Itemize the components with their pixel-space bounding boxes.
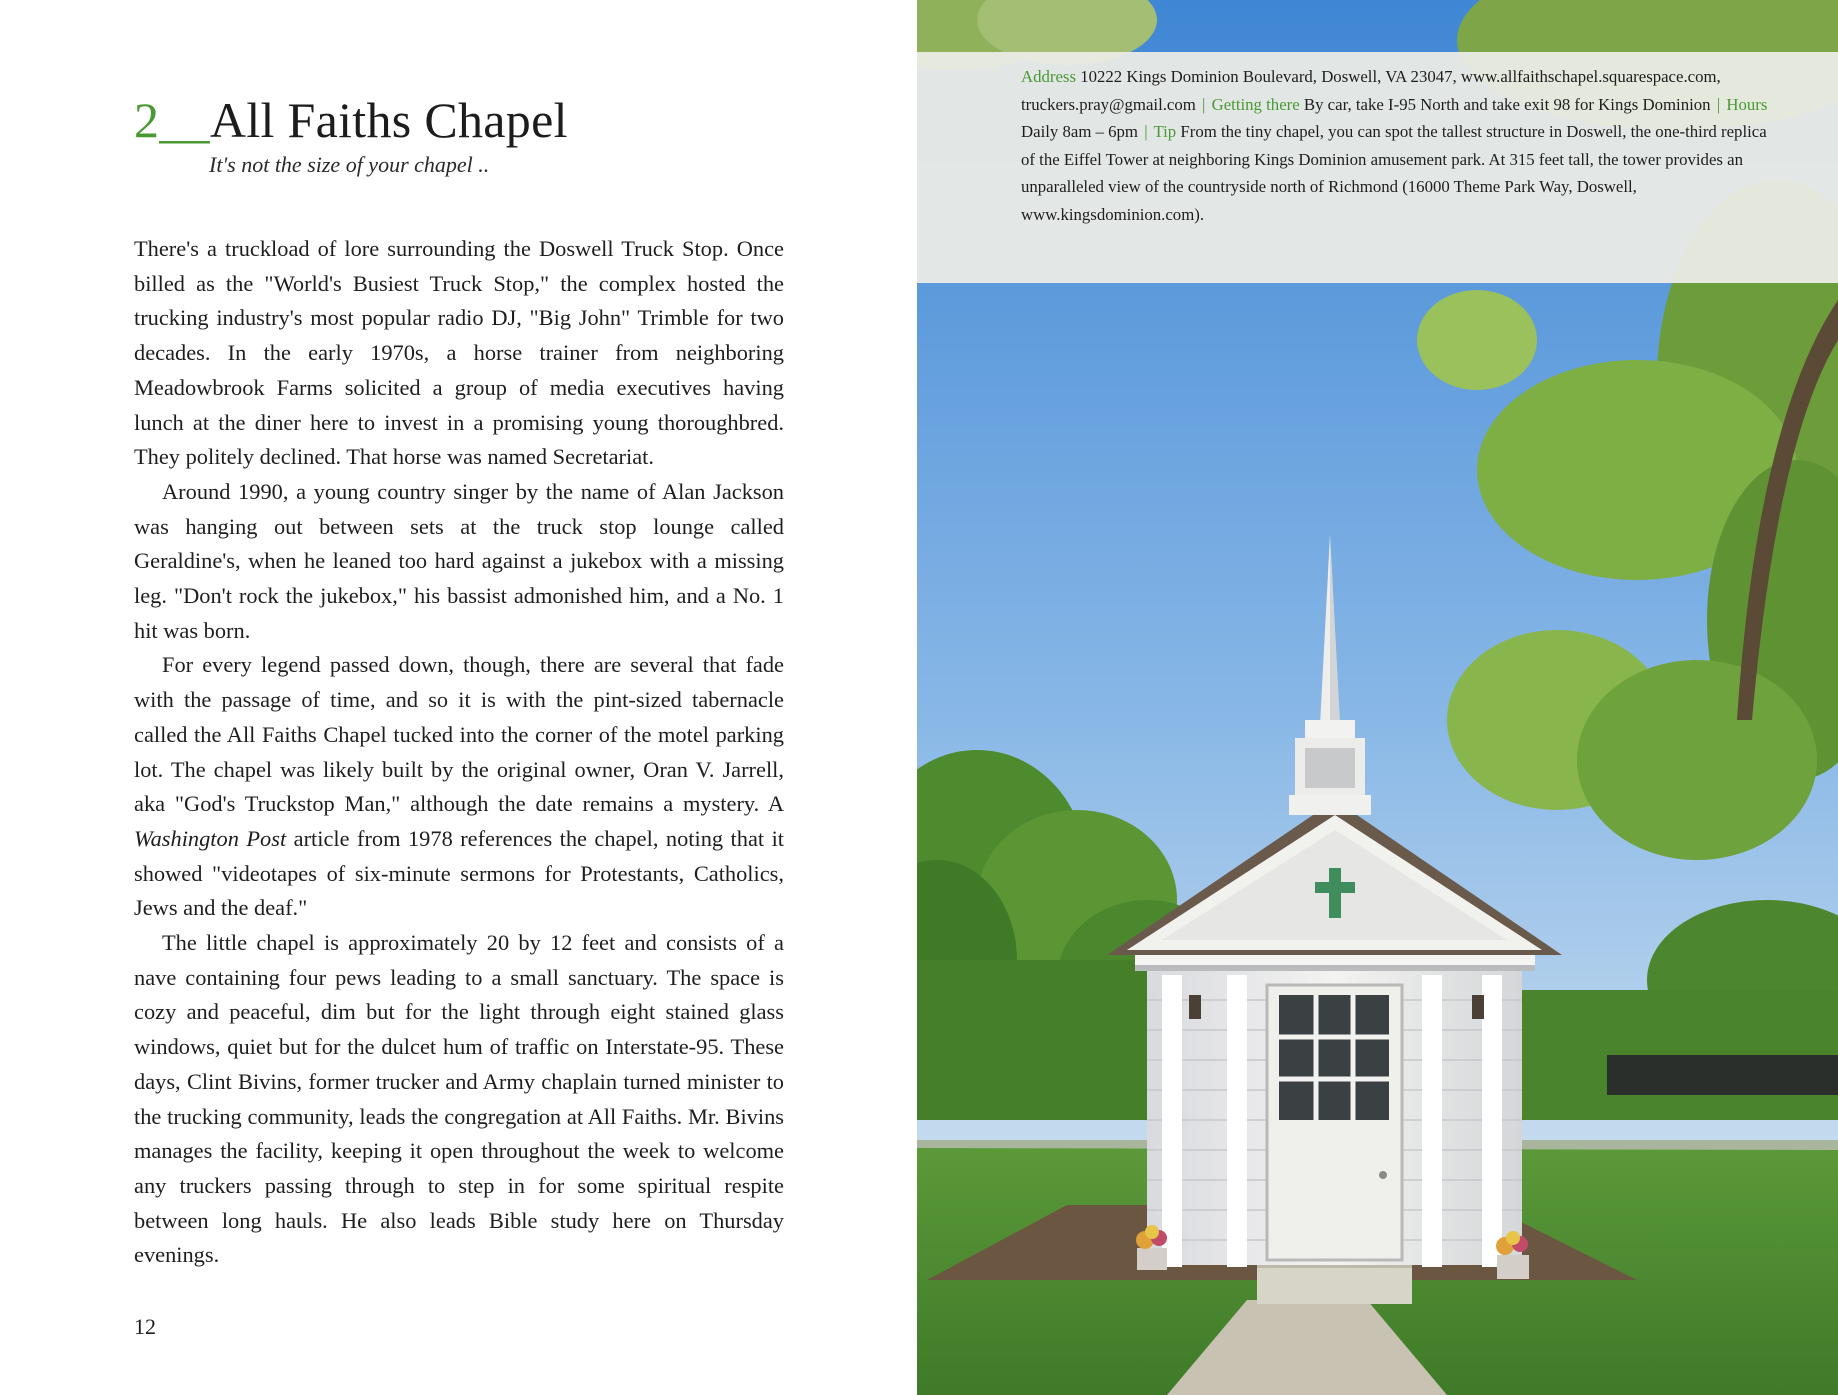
getting-there-value: By car, take I-95 North and take exit 98 for Kings Dominion (1303, 94, 1711, 114)
body-paragraph-4: The little chapel is approximately 20 by 12 feet and consists of a nave containing four pews leading to a small sanctuary. The space is cozy and peaceful, dim but for the light through eight stained glass windows, quiet but for the dulcet hum of traffic on Interstate-95. These days, Clint Bivins, former trucker and Army chaplain turned minister to the trucking community, leads the congregation at All Faiths. Mr. Bivins manages the facility, keeping it open throughout the week to welcome any truckers passing through to step in for some spiritual respite between long hauls. He also leads Bible study here on Thursday evenings. (134, 930, 784, 1268)
tip-value: From the tiny chapel, you can spot the tallest structure in Doswell, the one-third replica of the Eiffel Tower at neighboring Kings Dominion amusement park. At 315 feet tall, the tower provides an unparalleled view of the countryside north of Richmond (16000 Theme Park Way, Doswell, www.kingsdominion.com). (1021, 122, 1767, 224)
right-page (917, 0, 1838, 1395)
chapter-header (134, 92, 834, 178)
body-paragraph-3-end: article from 1978 references the chapel, noting that it showed "videotapes of six-minute sermons for Protestants, Catholics, Jews and the deaf." (134, 825, 785, 921)
flower-pot-right (1496, 1231, 1529, 1279)
hours-value: Daily 8am – 6pm (1021, 122, 1138, 142)
chapter-separator: __ (159, 92, 210, 148)
address-label: Address (1021, 67, 1076, 86)
dark-fence (1607, 1055, 1838, 1095)
concrete-step (1257, 1262, 1412, 1304)
page-number: 12 (134, 1314, 156, 1339)
info-box (917, 52, 1838, 283)
chapter-number: 2 (134, 92, 160, 148)
body-paragraph-3-start: For every legend passed down, though, there are several that fade with the passage of time, and so it is with the pint-sized tabernacle called the All Faiths Chapel tucked into the corner of the motel parking lot. The chapel was likely built by the original owner, Oran V. Jarrell, aka "God's Truckstop Man," although the date remains a mystery. A (134, 652, 784, 817)
info-separator: | (1144, 122, 1148, 142)
info-separator: | (1716, 94, 1721, 114)
left-page (0, 0, 917, 1395)
body-paragraph-2: Around 1990, a young country singer by the name of Alan Jackson was hanging out between sets at the truck stop lounge called Geraldine's, when he leaned too hard against a jukebox with a missing leg. "Don't rock the jukebox," his bassist admonished him, and a No. 1 hit was born. (134, 478, 784, 643)
tip-label: Tip (1153, 122, 1177, 142)
getting-there-label: Getting there (1211, 94, 1300, 114)
publication-name: Washington Post (134, 825, 287, 851)
body-paragraph-1: There's a truckload of lore surrounding the Doswell Truck Stop. Once billed as the "World's Busiest Truck Stop," the complex hosted the trucking industry's most popular radio DJ, "Big John" Trimble for two decades. In the early 1970s, a horse trainer from neighboring Meadowbrook Farms solicited a group of media executives having lunch at the diner here to invest in a promising young thoroughbred. They politely declined. That horse was named Secretariat. (134, 236, 784, 470)
chapter-title-line (134, 92, 834, 148)
body-paragraph-3 (134, 648, 784, 926)
body-text (134, 232, 784, 1273)
chapter-title: All Faiths Chapel (209, 92, 568, 148)
hours-label: Hours (1726, 94, 1768, 114)
info-separator: | (1202, 94, 1206, 114)
address-value: 10222 Kings Dominion Boulevard, Doswell, VA 23047, www.allfaithschapel.squarespace.com, truckers.pray@gmail.com (1021, 67, 1721, 114)
chapter-subtitle: It's not the size of your chapel .. (209, 152, 490, 177)
